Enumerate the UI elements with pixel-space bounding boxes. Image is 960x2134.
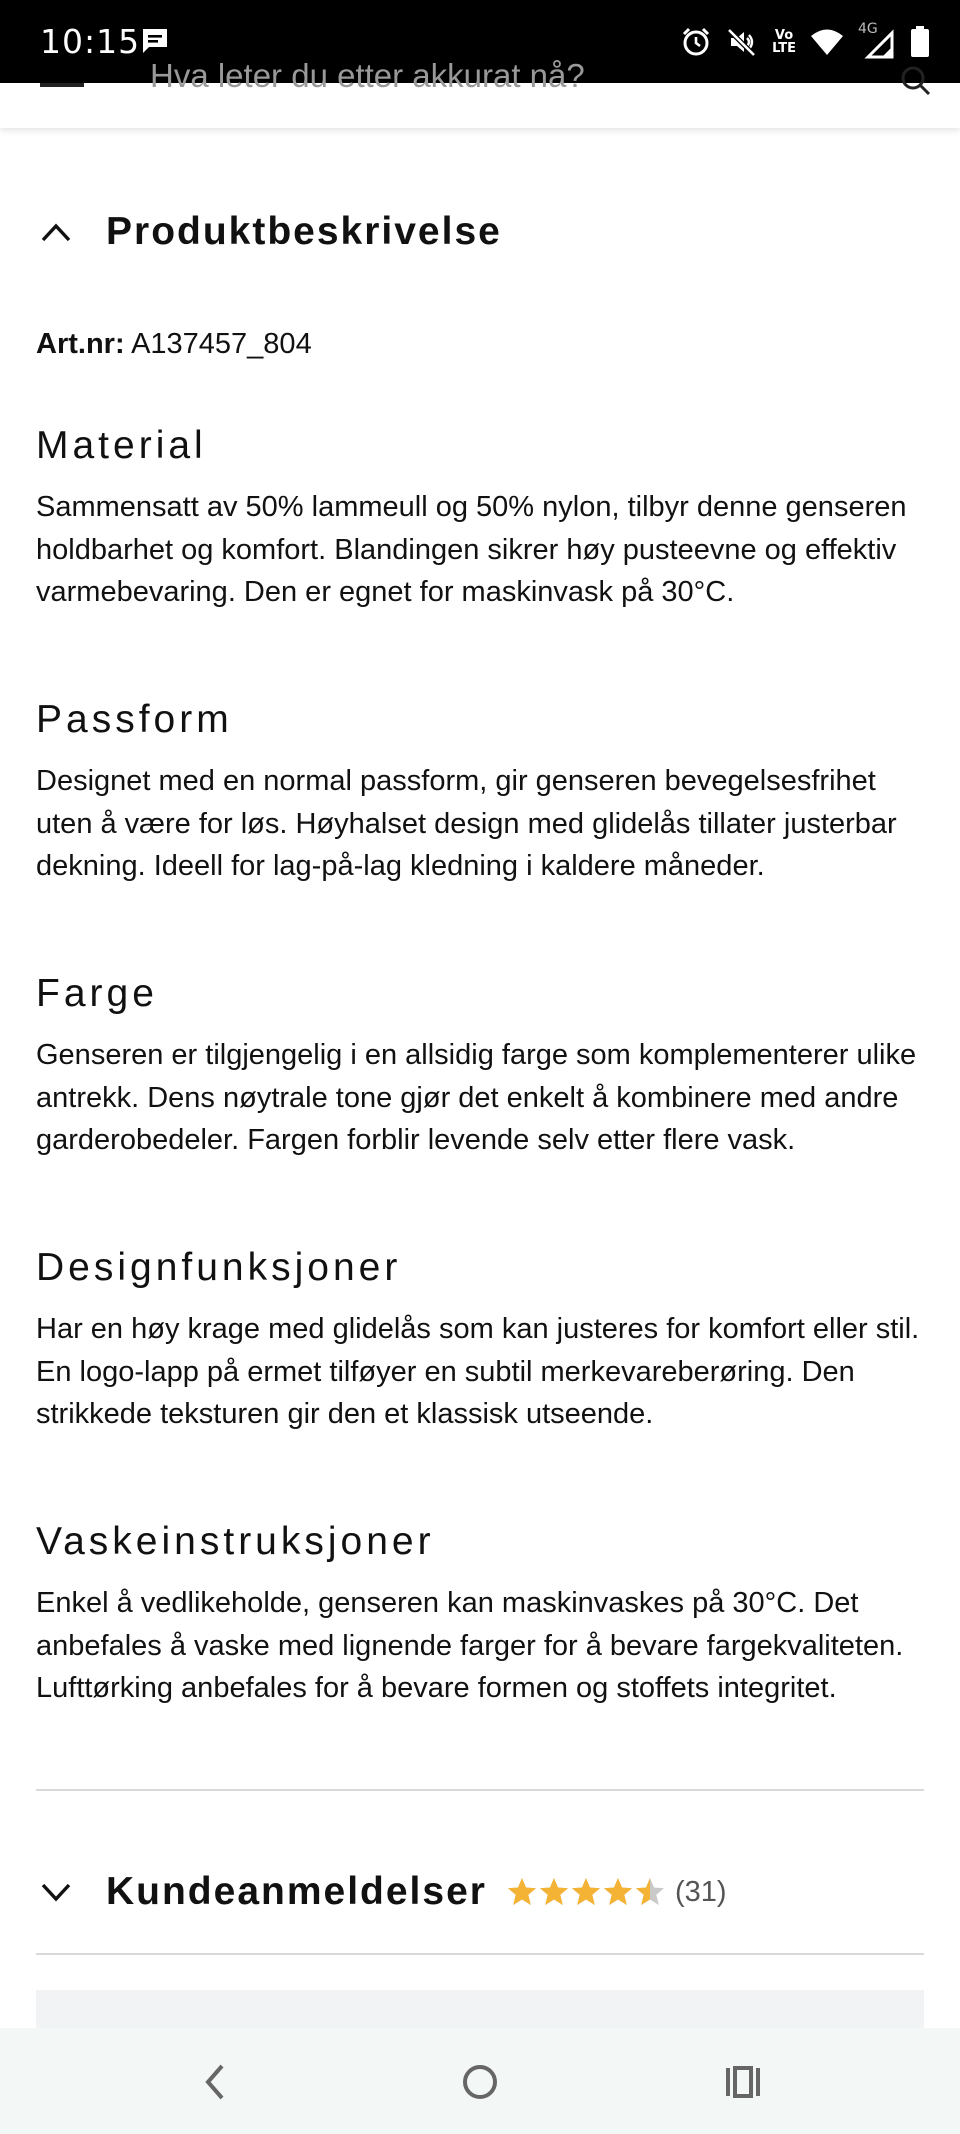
review-count: (31)	[674, 1875, 727, 1908]
article-number	[36, 328, 312, 361]
search-icon[interactable]	[900, 65, 930, 95]
mute-icon	[726, 26, 758, 58]
section-title-passform: Passform	[36, 698, 233, 741]
accordion-product-description[interactable]	[36, 210, 502, 254]
section-title-material: Material	[36, 424, 207, 467]
section-text-vaskeinstruksjoner: Enkel å vedlikeholde, genseren kan maskinvaskes på 30°C. Det anbefales å vaske med lignende farger for å bevare fargekvaliteten. Lufttørking anbefales for å bevare formen og stoffets integritet.	[36, 1587, 904, 1704]
customer-reviews-title: Kundeanmeldelser	[106, 1870, 487, 1913]
star-icon	[507, 1877, 537, 1907]
alarm-icon	[680, 26, 712, 58]
app-header	[0, 57, 960, 128]
article-number-value: A137457_804	[124, 328, 312, 360]
system-nav-bar	[0, 2028, 960, 2134]
chevron-down-icon	[36, 1872, 76, 1912]
back-icon[interactable]	[185, 2054, 245, 2110]
section-title-vaskeinstruksjoner: Vaskeinstruksjoner	[36, 1520, 435, 1563]
star-icon	[539, 1877, 569, 1907]
signal-4g-icon	[858, 21, 896, 59]
rating-stars	[507, 1877, 665, 1907]
volte-label-bottom: LTE	[772, 41, 796, 56]
search-input[interactable]: Hva leter du etter akkurat nå?	[150, 57, 585, 94]
status-icons	[680, 22, 930, 62]
recents-icon[interactable]	[713, 2054, 773, 2110]
section-text-passform: Designet med en normal passform, gir genseren bevegelsesfrihet uten å være for løs. Høyhalset design med glidelås tillater justerbar dekning. Ideell for lag-på-lag kledning i kaldere måneder.	[36, 765, 897, 882]
wifi-icon	[810, 27, 844, 57]
status-time: 10:15	[40, 22, 141, 61]
battery-icon	[910, 26, 930, 58]
menu-icon[interactable]	[40, 83, 84, 87]
accordion-customer-reviews[interactable]	[36, 1870, 727, 1914]
section-text-farge: Genseren er tilgjengelig i en allsidig farge som komplementerer ulike antrekk. Dens nøytrale tone gjør det enkelt å kombinere med andre garderobedeler. Fargen forblir levende selv etter flere vask.	[36, 1039, 917, 1156]
next-section-panel	[36, 1990, 924, 2030]
message-icon	[140, 26, 170, 54]
home-icon[interactable]	[450, 2054, 510, 2110]
star-icon	[603, 1877, 633, 1907]
star-icon	[571, 1877, 601, 1907]
product-description-title: Produktbeskrivelse	[106, 210, 502, 253]
star-icon	[635, 1877, 665, 1907]
network-label: 4G	[858, 21, 878, 37]
volte-label-top: Vo	[774, 28, 794, 43]
section-title-designfunksjoner: Designfunksjoner	[36, 1246, 402, 1289]
divider	[36, 1953, 924, 1955]
chevron-up-icon	[36, 212, 76, 252]
article-number-label: Art.nr:	[36, 328, 125, 360]
divider	[36, 1789, 924, 1791]
section-text-material: Sammensatt av 50% lammeull og 50% nylon, tilbyr denne genseren holdbarhet og komfort. Blandingen sikrer høy pusteevne og effektiv varmebevaring. Den er egnet for maskinvask på 30°C.	[36, 491, 907, 608]
volte-icon	[772, 29, 796, 55]
section-text-designfunksjoner: Har en høy krage med glidelås som kan justeres for komfort eller stil. En logo-lapp på ermet tilføyer en subtil merkevareberøring. Den strikkede teksturen gir den et klassisk utseende.	[36, 1313, 920, 1430]
section-title-farge: Farge	[36, 972, 158, 1015]
